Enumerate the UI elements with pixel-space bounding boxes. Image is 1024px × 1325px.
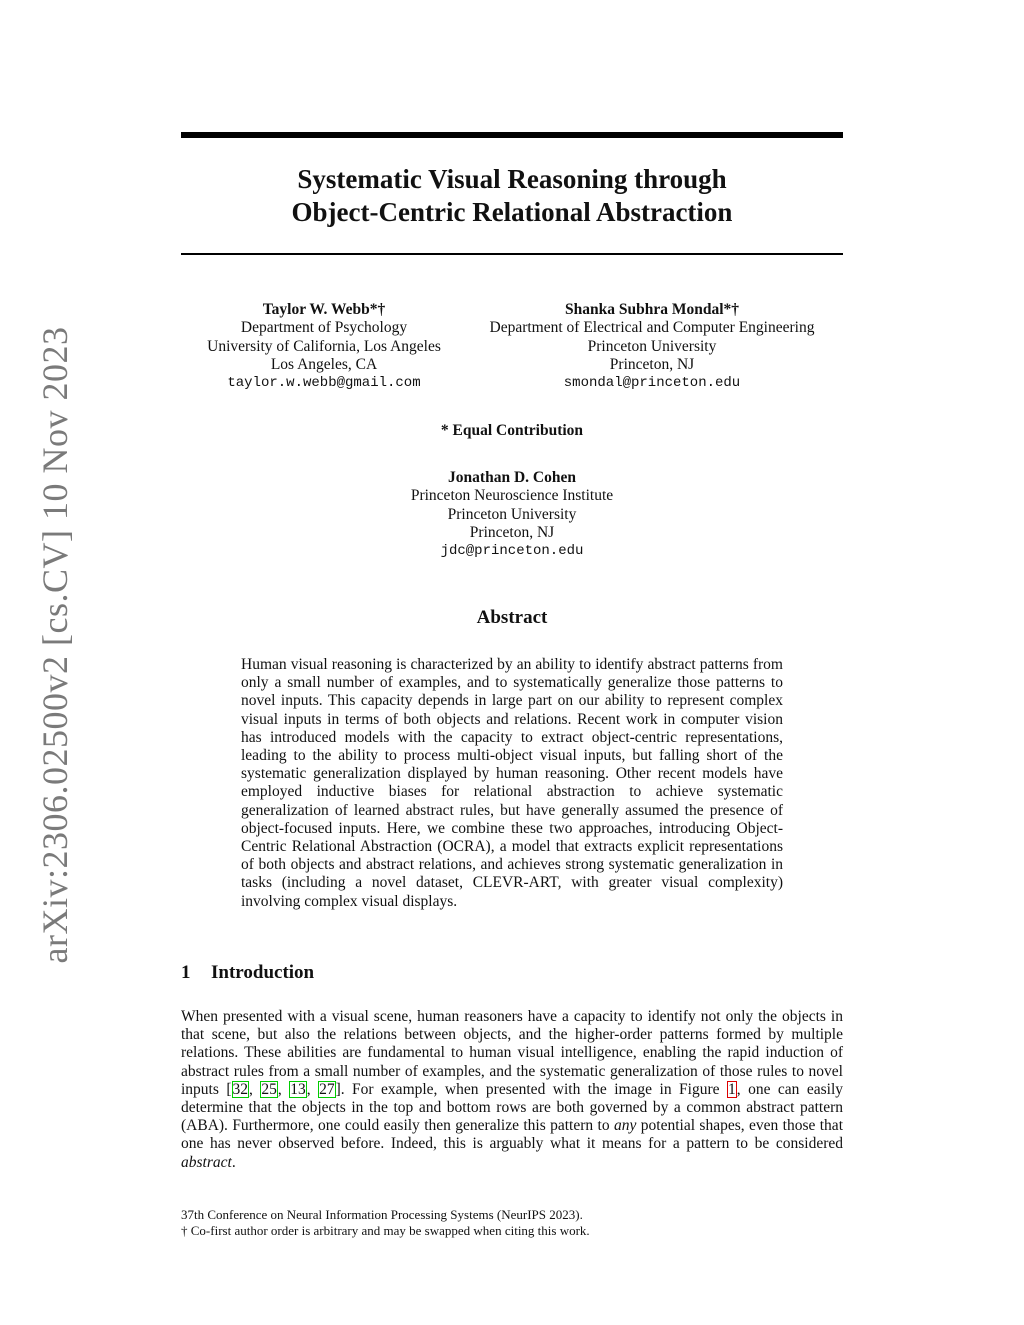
author-name: Jonathan D. Cohen xyxy=(448,469,576,486)
author-affiliation: Department of Electrical and Computer Engineering xyxy=(489,319,815,337)
abstract-heading: Abstract xyxy=(476,607,548,628)
intro-text: . xyxy=(231,1153,236,1171)
intro-text: ]. For example, when presented with the image in Figure xyxy=(335,1080,727,1098)
citation-link[interactable]: 25 xyxy=(261,1080,277,1098)
intro-emphasis: any xyxy=(614,1117,637,1135)
author-block-webb xyxy=(181,301,467,392)
intro-text: When presented with a visual scene, human reasoners have a capacity to identify not only the objects in that scene, but also the relations between objects, and the higher-order patterns formed by multiple relations. These abilities are fundamental to human visual intelligence, enabling the rapid induction of abstract rules from a small number of examples, and the systematic generalization of those rules to novel inputs [ xyxy=(181,1008,843,1098)
arxiv-identifier-text: arXiv:2306.02500v2 [cs.CV] 10 Nov 2023 xyxy=(35,326,75,964)
introduction-paragraph: When presented with a visual scene, human reasoners have a capacity to identify not only the objects in that scene, but also the relations between objects, and the higher-order patterns formed by multiple relations. These abilities are fundamental to human visual intelligence, enabling the rapid induction of abstract rules from a small number of examples, and the systematic generalization of those rules to novel inputs [32, 25, 13, 27]. For example, when presented with the image in Figure 1, one can easily determine that the objects in the top and bottom rows are both governed by a common abstract pattern (ABA). Furthermore, one could easily then generalize this pattern to any potential shapes, even those that one has never observed before. Indeed, this is arguably what it means for a pattern to be considered abstract. xyxy=(181,1008,844,1171)
author-email: taylor.w.webb@gmail.com xyxy=(227,375,421,392)
citation-link[interactable]: 27 xyxy=(319,1080,335,1098)
footnote-cofirst: † Co-first author order is arbitrary and may be swapped when citing this work. xyxy=(181,1223,590,1238)
author-affiliation: University of California, Los Angeles xyxy=(207,337,441,355)
title-rule-top xyxy=(181,132,843,138)
author-affiliation: Princeton, NJ xyxy=(469,523,555,541)
intro-text: , one can easily determine that the objects in the top and bottom rows are both governed by a common abstract pattern (ABA). Furthermore, one could easily then generalize this pattern to xyxy=(181,1080,844,1135)
section-title: Introduction xyxy=(211,962,315,983)
equal-contribution-note: * Equal Contribution xyxy=(440,422,584,439)
title-rule-bottom xyxy=(181,253,843,255)
author-block-cohen xyxy=(312,469,712,560)
author-name: Shanka Subhra Mondal*† xyxy=(564,301,740,318)
section-heading-introduction xyxy=(181,962,314,984)
author-block-mondal xyxy=(467,301,837,392)
author-affiliation: Princeton University xyxy=(447,505,577,523)
author-affiliation: Princeton Neuroscience Institute xyxy=(410,487,614,505)
intro-text: potential shapes, even those that one has never observed before. Indeed, this is arguably what it means for a pattern to be considered xyxy=(181,1117,843,1153)
footnote-conference: 37th Conference on Neural Information Processing Systems (NeurIPS 2023). xyxy=(181,1207,583,1222)
citation-link[interactable]: 13 xyxy=(290,1080,306,1098)
author-email: smondal@princeton.edu xyxy=(563,375,741,392)
author-affiliation: Los Angeles, CA xyxy=(270,355,378,373)
author-affiliation: Princeton, NJ xyxy=(609,355,695,373)
intro-emphasis: abstract xyxy=(181,1153,232,1171)
author-affiliation: Department of Psychology xyxy=(240,319,408,337)
author-name: Taylor W. Webb*† xyxy=(262,301,386,318)
paper-title-line-1: Systematic Visual Reasoning through xyxy=(297,164,727,194)
author-affiliation: Princeton University xyxy=(587,337,717,355)
abstract-text: Human visual reasoning is characterized by an ability to identify abstract patterns from only a small number of examples, and to systematically generalize those patterns to novel inputs. This capacity depends in large part on our ability to represent complex visual inputs in terms of both objects and relations. Recent work in computer vision has introduced models with the capacity to extract object-centric representations, leading to the ability to process multi-object visual inputs, but falling short of the systematic generalization displayed by human reasoning. Other recent models have employed inductive biases for relational abstraction to achieve systematic generalization of learned abstract rules, but have generally assumed the presence of object-focused inputs. Here, we combine these two approaches, introducing Object-Centric Relational Abstraction (OCRA), a model that extracts explicit representations of both objects and abstract relations, and achieves strong systematic generalization in tasks (including a novel dataset, CLEVR-ART, with greater visual complexity) involving complex visual displays. xyxy=(241,656,783,910)
citation-link[interactable]: 32 xyxy=(232,1080,249,1098)
paper-title-line-2: Object-Centric Relational Abstraction xyxy=(291,197,733,227)
figure-reference-link[interactable]: 1 xyxy=(727,1080,736,1098)
footnotes xyxy=(181,1207,843,1239)
section-number: 1 xyxy=(181,962,191,983)
paper-title xyxy=(181,163,843,229)
author-email: jdc@princeton.edu xyxy=(440,543,584,560)
